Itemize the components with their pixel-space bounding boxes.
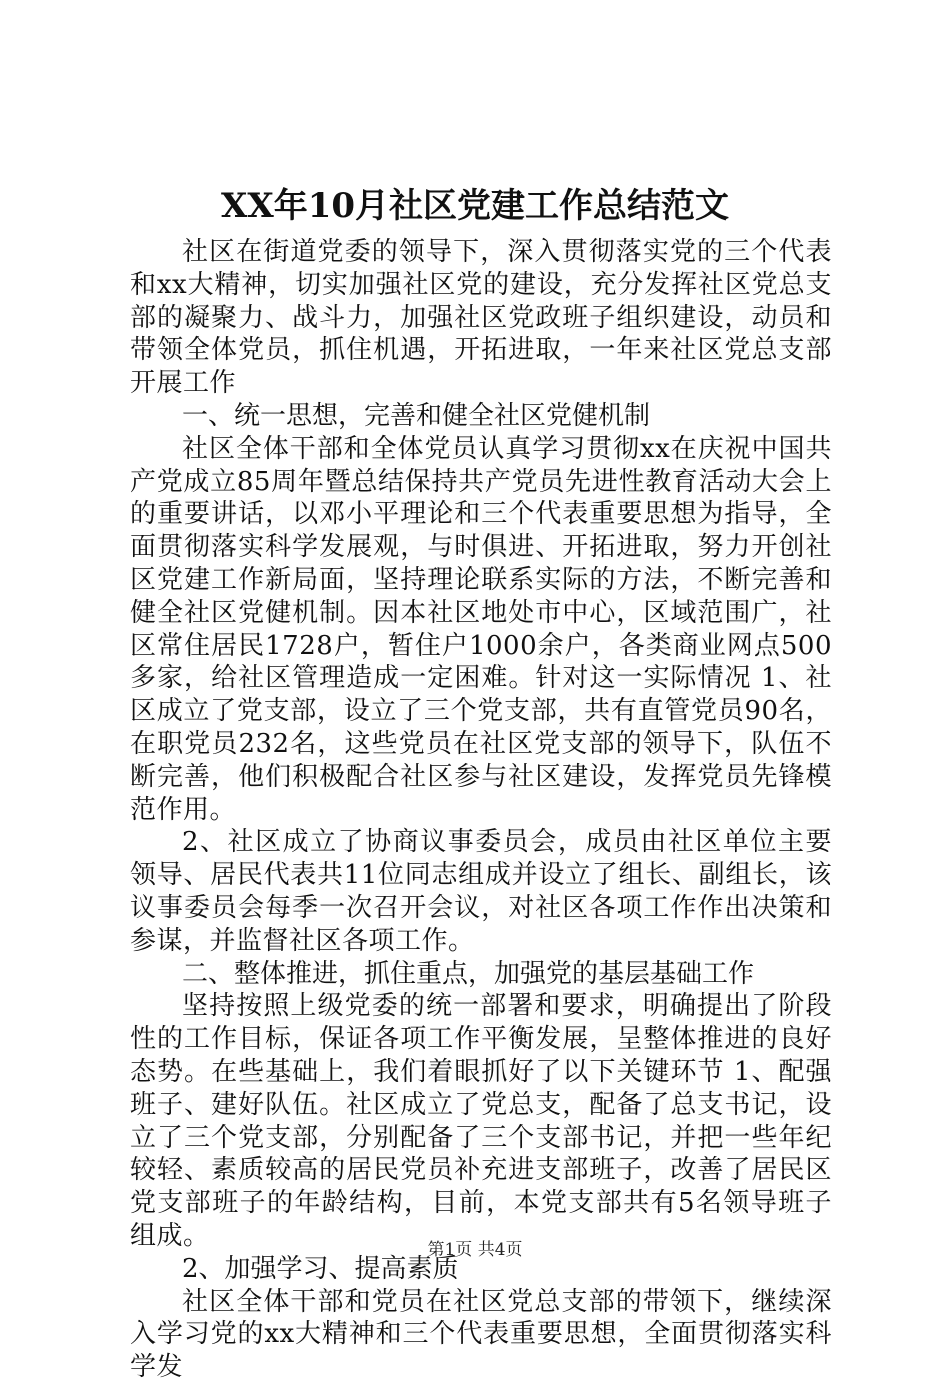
section-2-item-2-heading: 2、加强学习、提高素质 [182, 1253, 459, 1284]
intro-paragraph: 社区在街道党委的领导下，深入贯彻落实党的三个代表和xx大精神，切实加强社区党的建设，充分发挥社区党总支部的凝聚力、战斗力，加强社区党政班子组织建设，动员和带领全体党员，抓住机遇，开拓进取，一年来社区党总支部开展工作 [130, 237, 832, 399]
document-title: XX年10月社区党建工作总结范文 [220, 186, 730, 226]
section-heading-2: 二、整体推进，抓住重点，加强党的基层基础工作 [182, 958, 755, 989]
section-2-item-2-paragraph: 社区全体干部和党员在社区党总支部的带领下，继续深入学习党的xx大精神和三个代表重要思想，全面贯彻落实科学发 [130, 1286, 832, 1383]
section-heading-1: 一、统一思想，完善和健全社区党健机制 [182, 400, 651, 431]
section-2-paragraph: 坚持按照上级党委的统一部署和要求，明确提出了阶段性的工作目标，保证各项工作平衡发展，呈整体推进的良好态势。在些基础上，我们着眼抓好了以下关键环节 1、配强班子、建好队伍。社区成立了党总支，配备了总支书记，设立了三个党支部，分别配备了三个支部书记，并把一些年纪较轻、素质较高的居民党员补充进支部班子，改善了居民区党支部班子的年龄结构，目前，本党支部共有5名领导班子组成。 [130, 991, 832, 1251]
section-1-paragraph: 社区全体干部和全体党员认真学习贯彻xx在庆祝中国共产党成立85周年暨总结保持共产党员先进性教育活动大会上的重要讲话，以邓小平理论和三个代表重要思想为指导，全面贯彻落实科学发展观，与时俱进、开拓进取，努力开创社区党建工作新局面，坚持理论联系实际的方法，不断完善和健全社区党健机制。因本社区地处市中心，区域范围广，社区常住居民1728户，暂住户1000余户，各类商业网点500多家，给社区管理造成一定困难。针对这一实际情况 1、社区成立了党支部，设立了三个党支部，共有直管党员90名，在职党员232名，这些党员在社区党支部的领导下，队伍不断完善，他们积极配合社区参与社区建设，发挥党员先锋模范作用。 [130, 433, 832, 825]
document-body [130, 236, 832, 1384]
page-footer: 第1页 共4页 [427, 1240, 523, 1260]
section-1-item-2-paragraph: 2、社区成立了协商议事委员会，成员由社区单位主要领导、居民代表共11位同志组成并设立了组长、副组长，该议事委员会每季一次召开会议，对社区各项工作作出决策和参谋，并监督社区各项工作。 [130, 827, 832, 956]
